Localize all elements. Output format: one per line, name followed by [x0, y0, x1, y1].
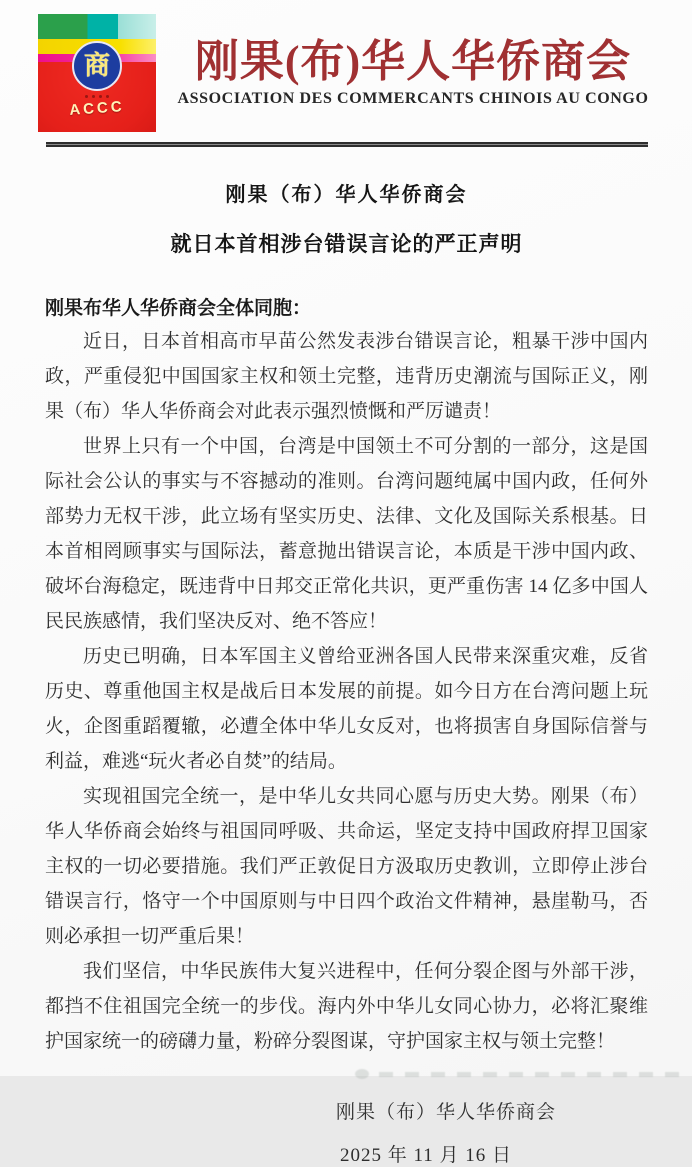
logo-emblem-icon: 商: [72, 41, 122, 91]
header-divider-rule: [46, 142, 648, 147]
bottom-scan-artifact: [355, 1068, 685, 1080]
org-name-french: ASSOCIATION DES COMMERCANTS CHINOIS AU CONGO: [177, 90, 649, 108]
paragraph-4: 实现祖国完全统一，是中华儿女共同心愿与历史大势。刚果（布）华人华侨商会始终与祖国同呼吸、共命运，坚定支持中国政府捍卫国家主权的一切必要措施。我们严正敦促日方汲取历史教训，立即停止涉台错误言行，恪守一个中国原则与中日四个政治文件精神，悬崖勒马，否则必承担一切严重后果！: [45, 786, 648, 947]
letterhead-titles: [156, 38, 662, 108]
statement-body: [0, 178, 692, 1167]
paragraph-2: 世界上只有一个中国，台湾是中国领土不可分割的一部分，这是国际社会公认的事实与不容撼动的准则。台湾问题纯属中国内政，任何外部势力无权干涉，此立场有坚实历史、法律、文化及国际关系根基。日本首相罔顾事实与国际法，蓄意抛出错误言论，本质是干涉中国内政、破坏台海稳定，既违背中日邦交正常化共识，更严重伤害 14 亿多中国人民民族感情，我们坚决反对、绝不答应！: [45, 436, 648, 632]
signature-block: [45, 1097, 648, 1167]
logo-stripe-green-teal: [38, 14, 156, 39]
statement-title-line1: 刚果（布）华人华侨商会: [225, 184, 468, 206]
org-name-chinese: 刚果(布)华人华侨商会: [194, 36, 632, 86]
logo-acronym-label: ACCC: [68, 98, 126, 120]
org-logo-icon: [38, 14, 156, 132]
salutation-line: 刚果布华人华侨商会全体同胞：: [45, 298, 312, 319]
statement-title-line2: 就日本首相涉台错误言论的严正声明: [170, 232, 523, 256]
scan-smudge-marks: [379, 1072, 685, 1077]
logo-dot-row: [85, 95, 109, 98]
signature-date: 2025 年 11 月 16 日: [339, 1145, 512, 1166]
scan-smudge-blob: [355, 1069, 369, 1079]
paragraph-5: 我们坚信，中华民族伟大复兴进程中，任何分裂企图与外部干涉，都挡不住祖国完全统一的步伐。海内外中华儿女同心协力，必将汇聚维护国家统一的磅礴力量，粉碎分裂图谋，守护国家主权与领土完整！: [45, 961, 648, 1052]
signature-org-name: 刚果（布）华人华侨商会: [335, 1102, 556, 1123]
paragraph-1: 近日，日本首相高市早苗公然发表涉台错误言论，粗暴干涉中国内政，严重侵犯中国国家主权和领土完整，违背历史潮流与国际正义，刚果（布）华人华侨商会对此表示强烈愤慨和严厉谴责！: [45, 331, 648, 422]
paragraph-3: 历史已明确，日本军国主义曾给亚洲各国人民带来深重灾难，反省历史、尊重他国主权是战后日本发展的前提。如今日方在台湾问题上玩火，企图重蹈覆辙，必遭全体中华儿女反对，也将损害自身国际信誉与利益，难逃“玩火者必自焚”的结局。: [45, 646, 648, 772]
letterhead: [0, 0, 692, 136]
